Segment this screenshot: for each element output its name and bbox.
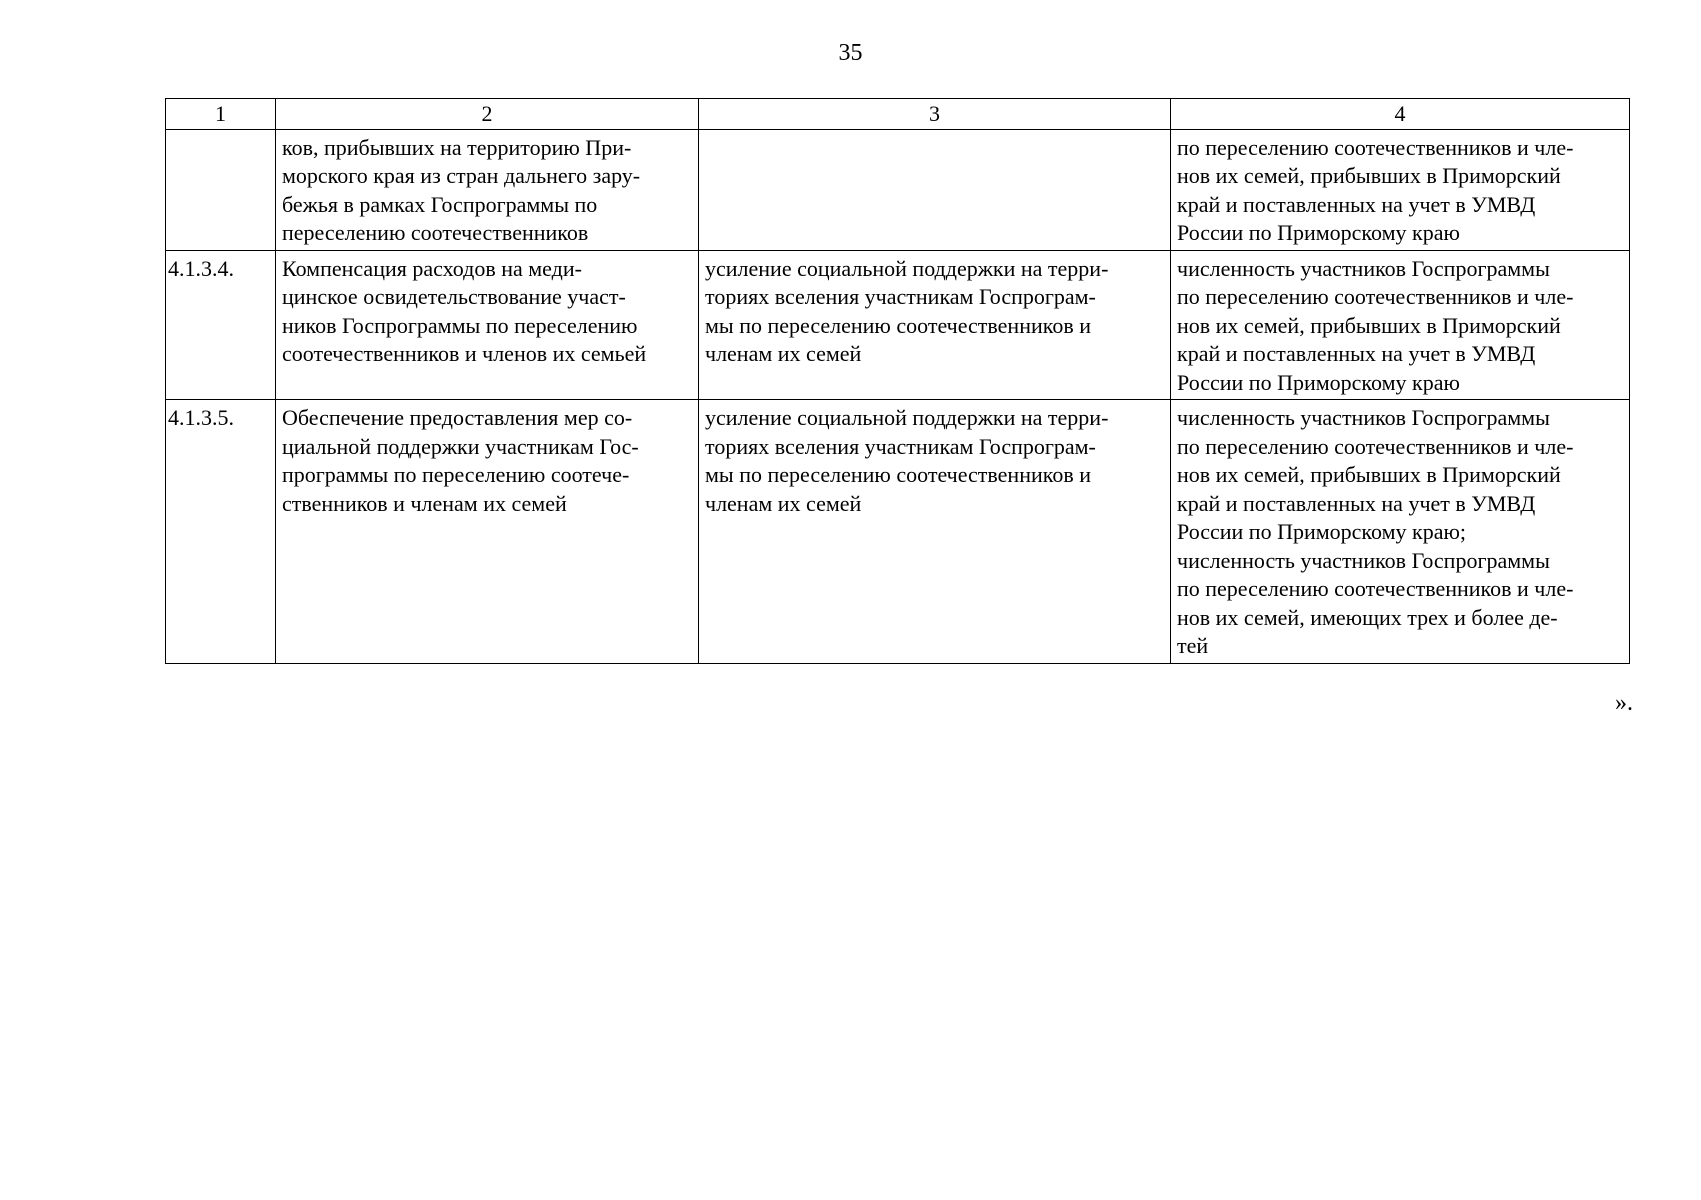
- table-row: [166, 400, 1630, 664]
- program-measures-table: [165, 98, 1630, 664]
- measure-name-cell: ков, прибывших на территорию При- морского края из стран дальнего зару- бежья в рамках Госпрограммы по переселению соотечественников: [276, 129, 699, 250]
- indicator-cell: численность участников Госпрограммы по переселению соотечественников и чле- нов их семей, прибывших в Приморский край и поставленных на учет в УМВД России по Приморскому краю: [1171, 250, 1630, 400]
- column-header-4: 4: [1171, 99, 1630, 130]
- column-header-2: 2: [276, 99, 699, 130]
- row-number-cell: [166, 129, 276, 250]
- table-row: [166, 129, 1630, 250]
- column-header-1: 1: [166, 99, 276, 130]
- expected-result-cell: [699, 129, 1171, 250]
- indicator-cell: по переселению соотечественников и чле- нов их семей, прибывших в Приморский край и поставленных на учет в УМВД России по Приморскому краю: [1171, 129, 1630, 250]
- expected-result-cell: усиление социальной поддержки на терри- ториях вселения участникам Госпрограм- мы по переселению соотечественников и членам их семей: [699, 400, 1171, 664]
- row-number-cell: 4.1.3.4.: [166, 250, 276, 400]
- expected-result-cell: усиление социальной поддержки на терри- ториях вселения участникам Госпрограм- мы по переселению соотечественников и членам их семей: [699, 250, 1171, 400]
- column-header-3: 3: [699, 99, 1171, 130]
- table-row: [166, 250, 1630, 400]
- row-number-cell: 4.1.3.5.: [166, 400, 276, 664]
- measure-name-cell: Компенсация расходов на меди- цинское освидетельствование участ- ников Госпрограммы по переселению соотечественников и членов их семьей: [276, 250, 699, 400]
- page-number: 35: [838, 40, 863, 66]
- closing-quote-mark: ».: [1615, 690, 1633, 716]
- indicator-cell: численность участников Госпрограммы по переселению соотечественников и чле- нов их семей, прибывших в Приморский край и поставленных на учет в УМВД России по Приморскому краю; численность участников Госпрограммы по переселению соотечественников и чле- нов их семей, имеющих трех и более де- тей: [1171, 400, 1630, 664]
- table-header-row: [166, 99, 1630, 130]
- measure-name-cell: Обеспечение предоставления мер со- циальной поддержки участникам Гос- программы по переселению соотече- ственников и членам их семей: [276, 400, 699, 664]
